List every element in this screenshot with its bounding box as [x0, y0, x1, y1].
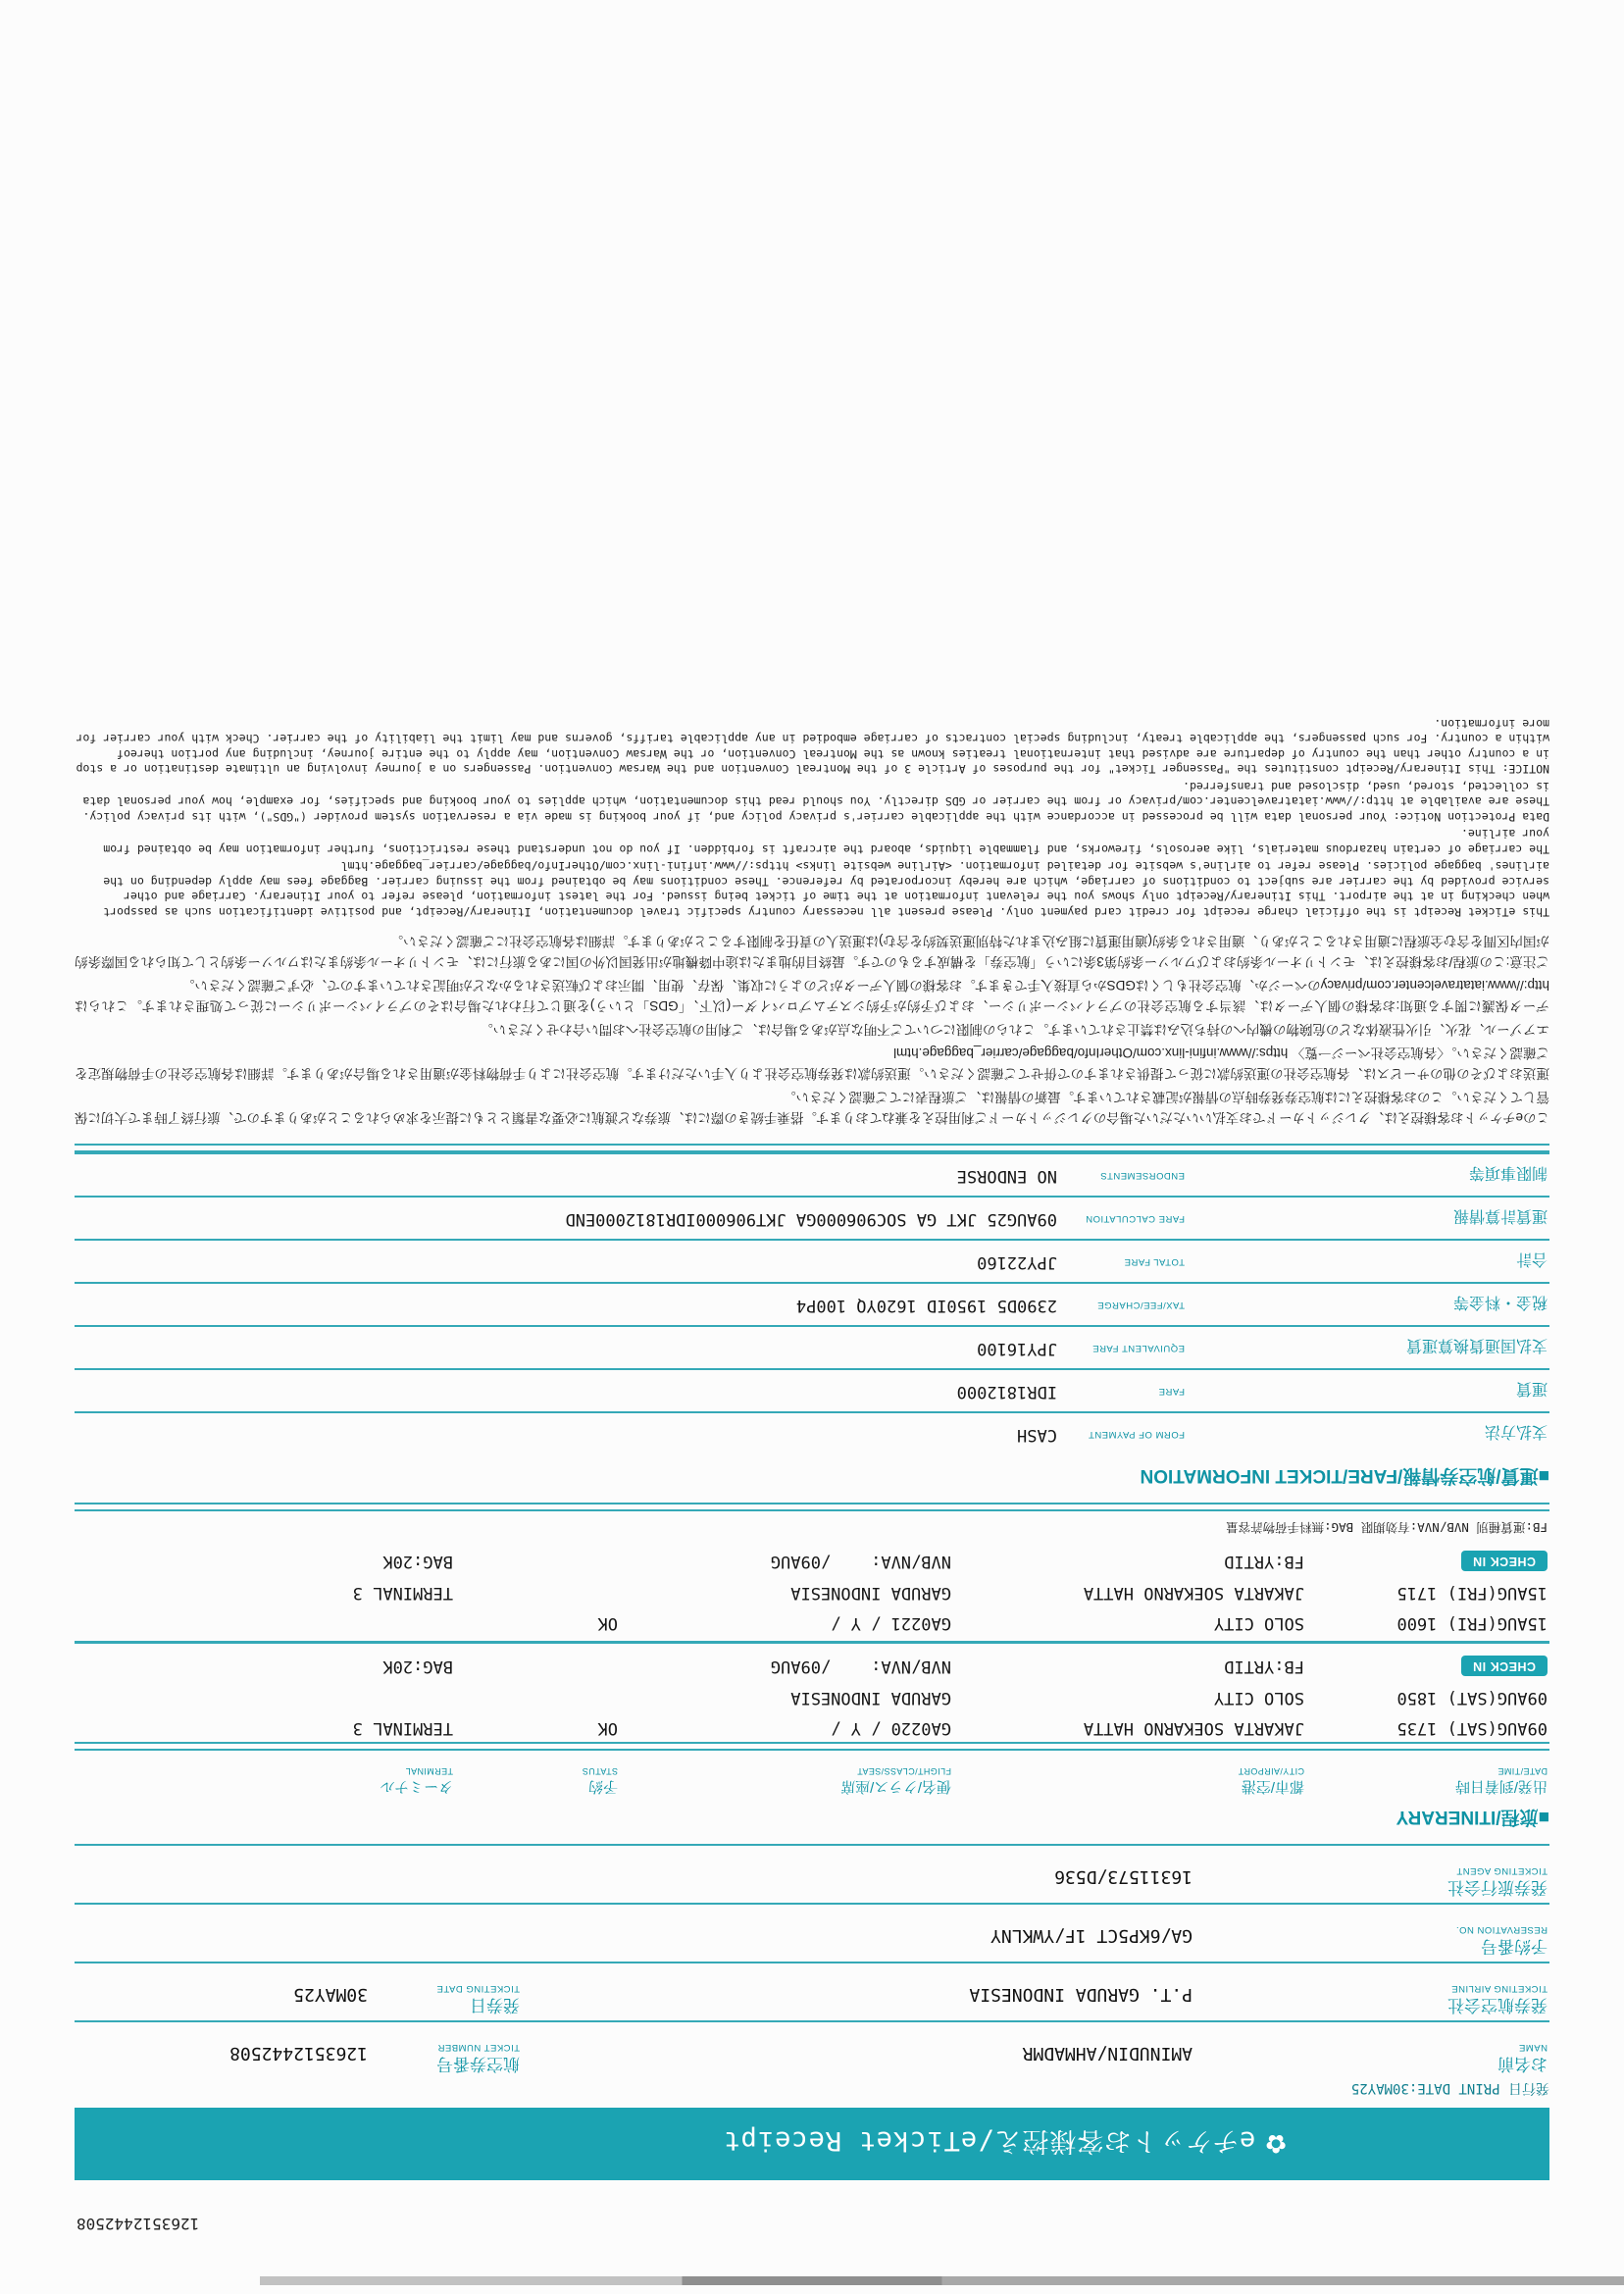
notice-ja-data-protection[interactable]: データ保護に関する通知:お客様の個人データは、該当する航空会社のプライバシーポリシー、および予約が予約システムプロバイダー(以下、「GDS」という)を通じて行われた場合はそのプライバシーポリシーに従って処理されます。これらはhttp://www.iatatravelcenter.com/privacyのページか、航空会社もしくはGDSから直接入手できます。お客様の個人データがどのように収集、保存、使用、開示および転送されるかなどが明記されていますので、必ずご確認ください。 — [75, 978, 1549, 1013]
divider — [75, 1503, 1549, 1511]
segment1-destination-city: SOLO CITY — [1213, 1688, 1304, 1708]
divider — [75, 1641, 1549, 1644]
ticketing-airline-label-ja: 発券航空会社 — [1447, 1996, 1548, 2014]
flower-icon: ✿ — [1265, 2129, 1287, 2159]
fare-row-fare: 運賃 FARE IDR1812000 — [75, 1368, 1549, 1411]
fare-row-endorsements: 制限事項等 ENDORSEMENTS NO ENDORSE — [75, 1152, 1549, 1196]
fare-section-title: ■運賃/航空券情報/FARE/TICKET INFORMATION — [1140, 1465, 1549, 1486]
col-terminal: ターミナル TERMINAL — [380, 1766, 453, 1795]
ticketing-airline-label — [1447, 1983, 1548, 2014]
reservation-no-label-ja: 予約番号 — [1481, 1937, 1548, 1956]
table-row — [75, 1681, 1549, 1711]
segment2-fare-basis: FB:YRTID — [1224, 1552, 1304, 1571]
passenger-name-value: AMINUDIN/AHMADMR — [1022, 2043, 1193, 2064]
segment1-arrival-date: 09AUG(SAT) 1850 — [1396, 1688, 1548, 1708]
tax-fee-charge-value: 2390D5 1950ID 1620YQ 100P4 — [795, 1296, 1057, 1315]
receipt-header-bar — [75, 2108, 1549, 2180]
notice-en-hazmat: The carriage of certain hazardous materials, like aerosols, fireworks, and flammable liquids, aboard the aircraft is forbidden. If you do not understand these restrictions, further information may be obtained from your airline. — [103, 827, 1549, 856]
segment1-departure-date: 09AUG(SAT) 1735 — [1396, 1718, 1548, 1738]
ticketing-date-value: 30MAY25 — [293, 1984, 368, 2005]
fare-calculation-value: 09AUG25 JKT GA SOC906000GA JKT906000IDR1812000END — [565, 1209, 1057, 1229]
form-of-payment-value: CASH — [1017, 1425, 1057, 1445]
notice-ja-convention: ご注意:この旅程/お客様控えは、モントリオール条約およびワルソー条約第3条にいう「航空券」を構成するものです。最終目的地または途中降機地が出発国以外の国にある旅行には、モントリオール条約またはワルソー条約として知られる国際条約が国内区間を含む全旅程に適用されることがあり、適用される条約(適用運賃に組み込まれた特別運送契約を含む)は運送人の責任を制限することがあります。詳細は各航空会社にご確認ください。 — [75, 934, 1549, 969]
field-row-airline — [75, 1962, 1549, 2020]
ticket-number-label-ja: 航空券番号 — [436, 2055, 520, 2073]
col-flight-class-seat: 便名/クラス/座席 FLIGHT/CLASS/SEAT — [840, 1766, 951, 1795]
ticketing-agent-label-en: TICKETING AGENT — [1455, 1865, 1548, 1877]
segment2-validity: NVB/NVA: /09AUG — [770, 1552, 951, 1571]
segment2-baggage: BAG:20K — [382, 1552, 453, 1571]
segment1-origin-city: JAKARTA SOEKARNO HATTA — [1083, 1718, 1304, 1738]
segment2-status: OK — [597, 1613, 618, 1633]
document-body — [75, 714, 1549, 2294]
segment1-status: OK — [597, 1718, 618, 1738]
ticketing-date-label-ja: 発券日 — [470, 1996, 520, 2014]
reservation-no-value: GA/6KP5CT 1F/YWKLNY — [990, 1925, 1193, 1946]
divider — [75, 1742, 1549, 1751]
ticketing-date-label-en: TICKETING DATE — [436, 1983, 520, 1995]
ticketing-airline-label-en: TICKETING AIRLINE — [1450, 1983, 1548, 1995]
page-title: eチケットお客様控え/eTicket Receipt — [723, 2125, 1256, 2157]
segment2-flight: GA0221 / Y / — [831, 1613, 951, 1633]
divider — [75, 1144, 1549, 1152]
table-row — [75, 1576, 1549, 1606]
segment2-terminal: TERMINAL 3 — [352, 1583, 453, 1603]
check-in-badge[interactable]: CHECK IN — [1461, 1551, 1548, 1571]
total-fare-value: JPY22160 — [977, 1252, 1057, 1272]
ticketing-agent-value: 16311573/D536 — [1054, 1866, 1193, 1887]
reservation-no-label-en: RESERVATION NO. — [1455, 1924, 1548, 1936]
segment1-baggage: BAG:20K — [382, 1657, 453, 1676]
fare-row-payment: 支払方法 FORM OF PAYMENT CASH — [75, 1411, 1549, 1454]
segment2-destination-city: JAKARTA SOEKARNO HATTA — [1083, 1583, 1304, 1603]
notice-ja-receipt: このeチケットお客様控えは、クレジットカードでお支払いいただいた場合のクレジットカードご利用控えを兼ねております。搭乗手続きの際には、旅券など渡航に必要な書類とともに提示を求められることがありますので、旅行終了時まで大切に保管してください。このお客様控えには航空券発券時点の情報が記載されています。最新の情報は、ご旅程表にてご確認ください。 — [75, 1090, 1549, 1125]
itinerary-footnote: FB:運賃種別 NVB/NVA:有効期限 BAG:無料手荷物許容量 — [1226, 1520, 1548, 1535]
scan-edge-artifact — [0, 2276, 1624, 2285]
name-label-en: NAME — [1518, 2042, 1548, 2054]
check-in-badge[interactable]: CHECK IN — [1461, 1656, 1548, 1676]
name-label — [1497, 2042, 1548, 2072]
ticketing-airline-value: P.T. GARUDA INDONESIA — [969, 1984, 1193, 2005]
segment2-departure-date: 15AUG(FRI) 1600 — [1396, 1613, 1548, 1633]
notices-english — [75, 716, 1549, 920]
itinerary-section-title: ■旅程/ITINERARY — [1396, 1807, 1549, 1827]
ticket-number-label-en: TICKET NUMBER — [437, 2042, 520, 2054]
segment2-checkin-row — [75, 1541, 1549, 1576]
notice-en-receipt[interactable]: This eTicket Receipt is the official charge receipt for credit card payment only. Please present all necessary country specific travel documentation, Itinerary/Receipt, and positive identification such as passport when checking in at the airport. This Itinerary/Receipt only shows you the relevant information at the time of ticket being issued. For the latest information, please refer to your Itinerary. Carriage and other service provided by the carrier are subject to conditions of carriage, which are hereby incorporated by reference. These conditions may be obtained from the issuing carrier. Baggage fees may apply depending on the airlines' baggage policies. Please refer to airline's website for detailed information. <Airline website links> https://www.infini-linx.com/OtherInfo/baggage/carrier_baggage.html — [103, 859, 1549, 919]
ticket-number-value: 1263512442508 — [229, 2043, 368, 2064]
segment1-carrier: GARUDA INDONESIA — [790, 1688, 951, 1708]
segment2-carrier: GARUDA INDONESIA — [790, 1583, 951, 1603]
col-date-time: 出発/到着日時 DATE/TIME — [1454, 1766, 1548, 1795]
endorsements-value: NO ENDORSE — [956, 1166, 1057, 1186]
col-city-airport: 都市/空港 CITY/AIRPORT — [1238, 1766, 1304, 1795]
segment2-arrival-date: 15AUG(FRI) 1715 — [1396, 1583, 1548, 1603]
col-status: 予約 STATUS — [582, 1766, 618, 1795]
notices-japanese — [75, 931, 1549, 1128]
fare-row-tax: 税金・料金等 TAX/FEE/CHARGE 2390D5 1950ID 1620YQ 100P4 — [75, 1282, 1549, 1325]
itinerary-table-header — [75, 1751, 1549, 1796]
notice-en-convention: NOTICE: This Itinerary/Receipt constitutes the "Passenger Ticket" for the purposes of Article 3 of the Montreal Convention and the Warsaw Convention. Passengers on a journey involving an ultimate destination or a stop in a country other than the country of departure are advised that international treaties known as the Montreal Convention, or the Warsaw Convention, may apply to the entire journey, including any portion thereof within a country. For such passengers, the applicable treaty, including special contracts of carriage embodied in any applicable tariffs, governs and may limit the liability of the carrier. Check with your carrier for more information. — [76, 717, 1549, 777]
field-row-name — [75, 2020, 1549, 2079]
ticketing-agent-label-ja: 発券旅行会社 — [1447, 1878, 1548, 1897]
field-row-agent — [75, 1844, 1549, 1903]
table-row — [75, 1711, 1549, 1742]
fare-value: IDR1812000 — [956, 1382, 1057, 1402]
fare-row-total: 合計 TOTAL FARE JPY22160 — [75, 1239, 1549, 1282]
segment1-terminal: TERMINAL 3 — [352, 1718, 453, 1738]
segment1-flight: GA0220 / Y / — [831, 1718, 951, 1738]
ticketing-date-label — [436, 1983, 520, 2014]
segment1-validity: NVB/NVA: /09AUG — [770, 1657, 951, 1676]
segment2-origin-city: SOLO CITY — [1213, 1613, 1304, 1633]
ticketing-agent-label — [1447, 1865, 1548, 1896]
notice-ja-hazmat: エアゾール、花火、引火性液体などの危険物の機内への持ち込みは禁止されています。これらの制限についてご不明な点がある場合は、ご利用の航空会社へお問い合わせください。 — [480, 1022, 1549, 1037]
segment1-fare-basis: FB:YRTID — [1224, 1657, 1304, 1676]
segment1-checkin-row — [75, 1646, 1549, 1681]
notice-en-data-protection[interactable]: Data Protection Notice: Your personal data will be processed in accordance with the applicable carrier's privacy policy and, if your booking is made via a reservation system provider ("GDS"), with its privacy policy. These are available at http://www.iatatravelcenter.com/privacy or from the carrier or GDS directly. You should read this documentation, which applies to your booking and specifies, for example, how your personal data is collected, stored, used, disclosed and transferred. — [82, 780, 1549, 824]
fare-row-equivalent: 支払国通貨換算運賃 EQUIVALENT FARE JPY16100 — [75, 1325, 1549, 1368]
ticket-number-label — [436, 2042, 520, 2072]
notice-ja-baggage[interactable]: 運送およびその他のサービスは、各航空会社の運送約款に従って提供されますので併せてご確認ください。運送約款は発券航空会社より入手いただけます。航空会社により手荷物料金が適用される場合があります。詳細は各航空会社の手荷物規定をご確認ください。〈各航空会社ページ一覧〉 https://www.infini-linx.com/OtherInfo/baggage/carrier_baggage.html — [75, 1045, 1549, 1081]
field-row-reservation — [75, 1903, 1549, 1962]
equivalent-fare-value: JPY16100 — [977, 1339, 1057, 1358]
corner-ticket-number: 1263512442508 — [76, 2215, 200, 2233]
print-date: 発行日 PRINT DATE:30MAY25 — [1350, 2080, 1549, 2096]
name-label-ja: お名前 — [1497, 2055, 1548, 2073]
table-row — [75, 1606, 1549, 1637]
reservation-no-label — [1455, 1924, 1548, 1955]
fare-row-calculation: 運賃計算情報 FARE CALCULATION 09AUG25 JKT GA SOC906000GA JKT906000IDR1812000END — [75, 1196, 1549, 1239]
